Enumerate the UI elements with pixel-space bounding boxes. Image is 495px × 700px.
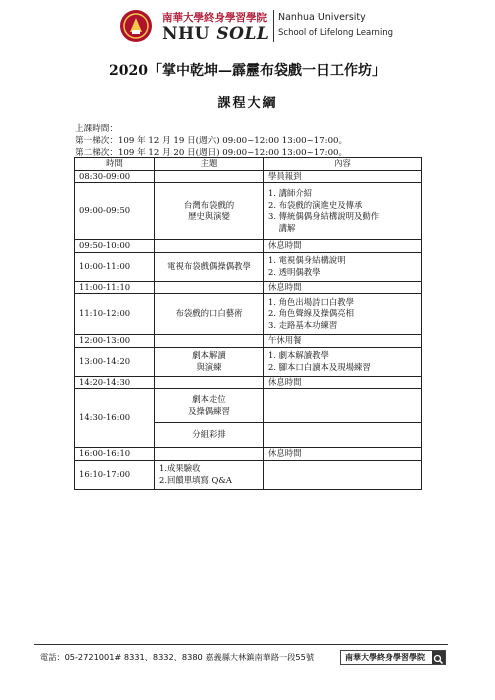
- header-topic: 主題: [155, 158, 264, 171]
- session-1-time: 第一梯次：109 年 12 月 19 日(週六) 09:00~12:00 13:00~17:00。: [75, 136, 348, 146]
- table-row: [75, 335, 422, 348]
- footer-divider: [34, 644, 448, 645]
- topic-cell: 劇本解讀 與演練: [155, 347, 264, 376]
- content-cell: 休息時間: [264, 240, 422, 253]
- topic-cell: [155, 376, 264, 389]
- session-2-time: 第二梯次：109 年 12 月 20 日(週日) 09:00~12:00 13:00~17:00。: [75, 148, 348, 158]
- topic-cell: 布袋戲的口白藝術: [155, 294, 264, 335]
- footer-search-box[interactable]: [340, 650, 446, 665]
- content-cell: [264, 460, 422, 489]
- schedule-table: [74, 157, 422, 490]
- time-cell: 11:10-12:00: [75, 294, 155, 335]
- time-cell: 13:00-14:20: [75, 347, 155, 376]
- content-cell: [264, 423, 422, 448]
- table-row: [75, 389, 422, 423]
- university-name-cn: 南華大學終身學習學院: [162, 12, 267, 24]
- table-row: [75, 240, 422, 253]
- table-row: [75, 347, 422, 376]
- footer-contact: 電話：05-2721001# 8331、8332、8380 嘉義縣大林鎮南華路一段55號: [40, 652, 315, 662]
- topic-cell: [155, 281, 264, 294]
- time-cell: 16:10-17:00: [75, 460, 155, 489]
- time-cell: 10:00-11:00: [75, 252, 155, 281]
- content-cell: 休息時間: [264, 281, 422, 294]
- topic-list: 1.成果驗收 2.回饋單填寫 Q&A: [155, 460, 264, 489]
- time-cell: 14:30-16:00: [75, 389, 155, 448]
- time-cell: 16:00-16:10: [75, 448, 155, 461]
- page-title: 2020「掌中乾坤—霹靂布袋戲一日工作坊」: [109, 63, 386, 79]
- time-cell: 11:00-11:10: [75, 281, 155, 294]
- header-content: 內容: [264, 158, 422, 171]
- search-button[interactable]: [432, 651, 445, 664]
- content-cell: 午休用餐: [264, 335, 422, 348]
- schedule-label: 上課時間：: [75, 124, 118, 134]
- university-logo: [118, 8, 154, 44]
- time-cell: 08:30-09:00: [75, 170, 155, 183]
- table-row: [75, 183, 422, 240]
- university-short-name: NHU SOLL: [162, 24, 270, 44]
- header-time: 時間: [75, 158, 155, 171]
- table-row: [75, 448, 422, 461]
- search-icon: [432, 653, 445, 666]
- content-list: 1. 講師介紹 2. 布袋戲的演進史及傳承 3. 傳統偶偶身結構說明及動作 講解: [264, 183, 422, 240]
- page-subtitle: 課程大綱: [217, 96, 278, 111]
- school-name-en: School of Lifelong Learning: [278, 28, 394, 38]
- table-row: [75, 252, 422, 281]
- table-row: [75, 170, 422, 183]
- content-list: 1. 角色出場詩口白教學 2. 角色聲線及操偶亮相 3. 走路基本功練習: [264, 294, 422, 335]
- topic-cell: [155, 240, 264, 253]
- header-divider: [273, 10, 274, 42]
- topic-cell: 劇本走位 及操偶練習: [155, 389, 264, 423]
- topic-cell: [155, 448, 264, 461]
- time-cell: 12:00-13:00: [75, 335, 155, 348]
- content-list: 1. 電視偶身結構說明 2. 透明偶教學: [264, 252, 422, 281]
- time-cell: 09:00-09:50: [75, 183, 155, 240]
- topic-cell: 台灣布袋戲的 歷史與演變: [155, 183, 264, 240]
- table-header-row: [75, 158, 422, 171]
- table-row: [75, 294, 422, 335]
- time-cell: 14:20-14:30: [75, 376, 155, 389]
- footer-search-text: 南華大學終身學習學院: [345, 653, 425, 662]
- time-cell: 09:50-10:00: [75, 240, 155, 253]
- table-row: [75, 460, 422, 489]
- topic-cell: [155, 335, 264, 348]
- content-list: 1. 劇本解讀教學 2. 腳本口白讀本及現場練習: [264, 347, 422, 376]
- content-cell: [264, 389, 422, 423]
- university-name-en: Nanhua University: [278, 12, 366, 23]
- content-cell: 休息時間: [264, 448, 422, 461]
- topic-cell: 電視布袋戲偶操偶教學: [155, 252, 264, 281]
- table-row: [75, 281, 422, 294]
- topic-cell: [155, 170, 264, 183]
- header: [118, 6, 394, 46]
- content-cell: 學員報到: [264, 170, 422, 183]
- topic-cell: 分組彩排: [155, 423, 264, 448]
- content-cell: 休息時間: [264, 376, 422, 389]
- table-row: [75, 376, 422, 389]
